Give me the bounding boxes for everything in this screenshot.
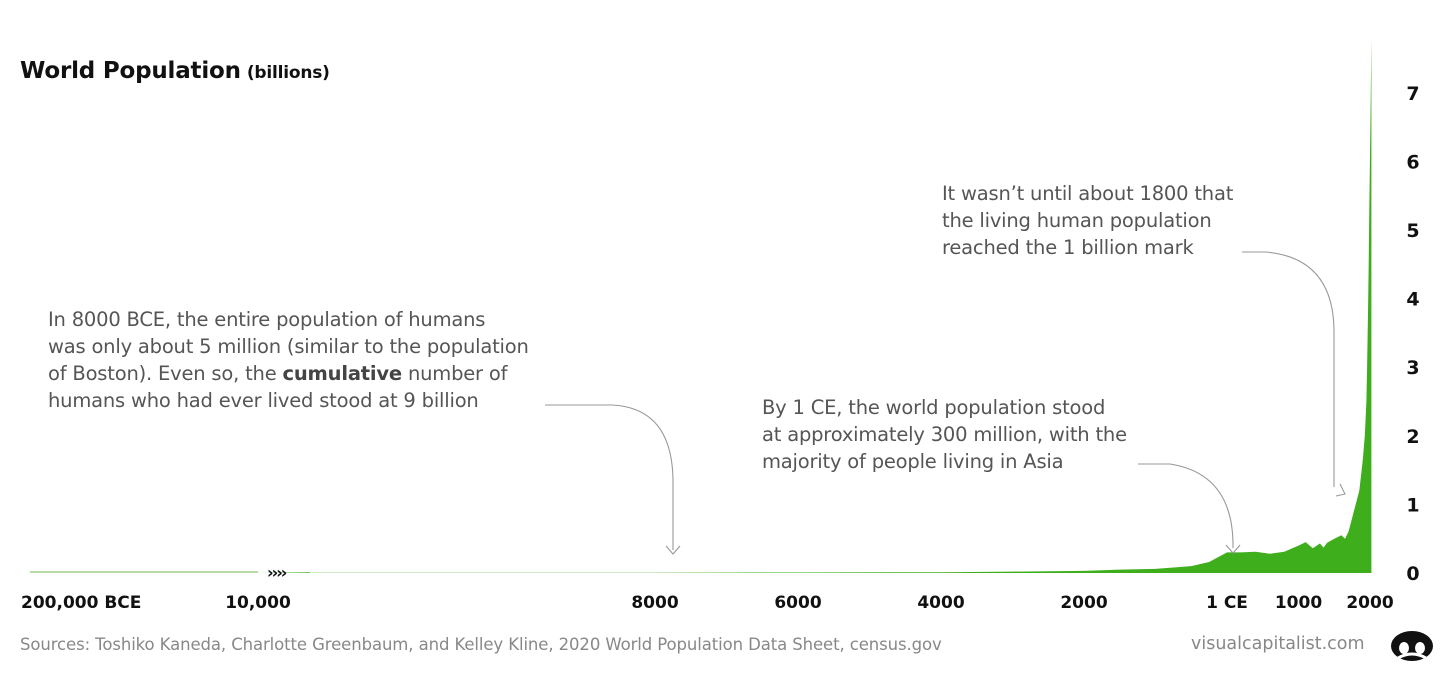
x-tick-label: 200,000 BCE xyxy=(21,593,142,613)
y-tick-label: 7 xyxy=(1406,82,1420,105)
x-tick-label: 6000 xyxy=(774,593,822,613)
x-tick-label: 1 CE xyxy=(1206,593,1248,613)
annotation-line: was only about 5 million (similar to the population xyxy=(48,335,529,358)
annotation-line: the living human population xyxy=(942,209,1212,232)
annotation-1-ce xyxy=(762,394,1127,475)
source-note: Sources: Toshiko Kaneda, Charlotte Greenbaum, and Kelley Kline, 2020 World Population Data Sheet, census.gov xyxy=(20,635,942,654)
annotation-line: By 1 CE, the world population stood xyxy=(762,396,1106,419)
annotation-line: In 8000 BCE, the entire population of humans xyxy=(48,308,486,331)
brand-link[interactable]: visualcapitalist.com xyxy=(1191,634,1365,654)
y-tick-label: 1 xyxy=(1406,494,1420,517)
annotation-arrowhead-1800 xyxy=(1336,484,1345,496)
visual-capitalist-logo-icon xyxy=(1391,631,1433,661)
annotation-line: humans who had ever lived stood at 9 billion xyxy=(48,389,479,412)
y-tick-label: 5 xyxy=(1406,220,1420,243)
annotation-1800 xyxy=(942,180,1233,261)
annotation-arrow-1ce xyxy=(1138,464,1233,548)
annotation-emphasis: cumulative xyxy=(282,362,402,385)
annotation-line xyxy=(48,360,529,387)
x-tick-label: 2000 xyxy=(1060,593,1108,613)
annotation-text: number of xyxy=(401,362,508,385)
axis-break-marks: ›››› xyxy=(267,563,286,582)
x-tick-label: 10,000 xyxy=(225,593,291,613)
x-tick-label: 4000 xyxy=(917,593,965,613)
x-tick-label: 8000 xyxy=(631,593,679,613)
y-tick-label: 0 xyxy=(1406,563,1420,585)
annotation-arrow-1800 xyxy=(1242,252,1334,487)
y-tick-label: 3 xyxy=(1406,357,1420,380)
x-tick-label: 1000 xyxy=(1274,593,1323,613)
chart-title-main: World Population xyxy=(20,58,241,84)
annotation-arrow-8000 xyxy=(545,405,673,550)
y-tick-label: 6 xyxy=(1406,151,1420,174)
annotation-8000-bce xyxy=(48,306,529,414)
annotation-line: reached the 1 billion mark xyxy=(942,236,1194,259)
y-tick-label: 2 xyxy=(1406,425,1420,448)
x-tick-label: 2000 xyxy=(1346,593,1394,613)
chart-title-unit: (billions) xyxy=(246,63,330,83)
annotation-line: It wasn’t until about 1800 that xyxy=(942,182,1234,205)
y-tick-label: 4 xyxy=(1406,288,1420,311)
annotation-text: of Boston). Even so, the xyxy=(48,362,283,385)
annotation-line: majority of people living in Asia xyxy=(762,450,1064,473)
annotation-line: at approximately 300 million, with the xyxy=(762,423,1127,446)
